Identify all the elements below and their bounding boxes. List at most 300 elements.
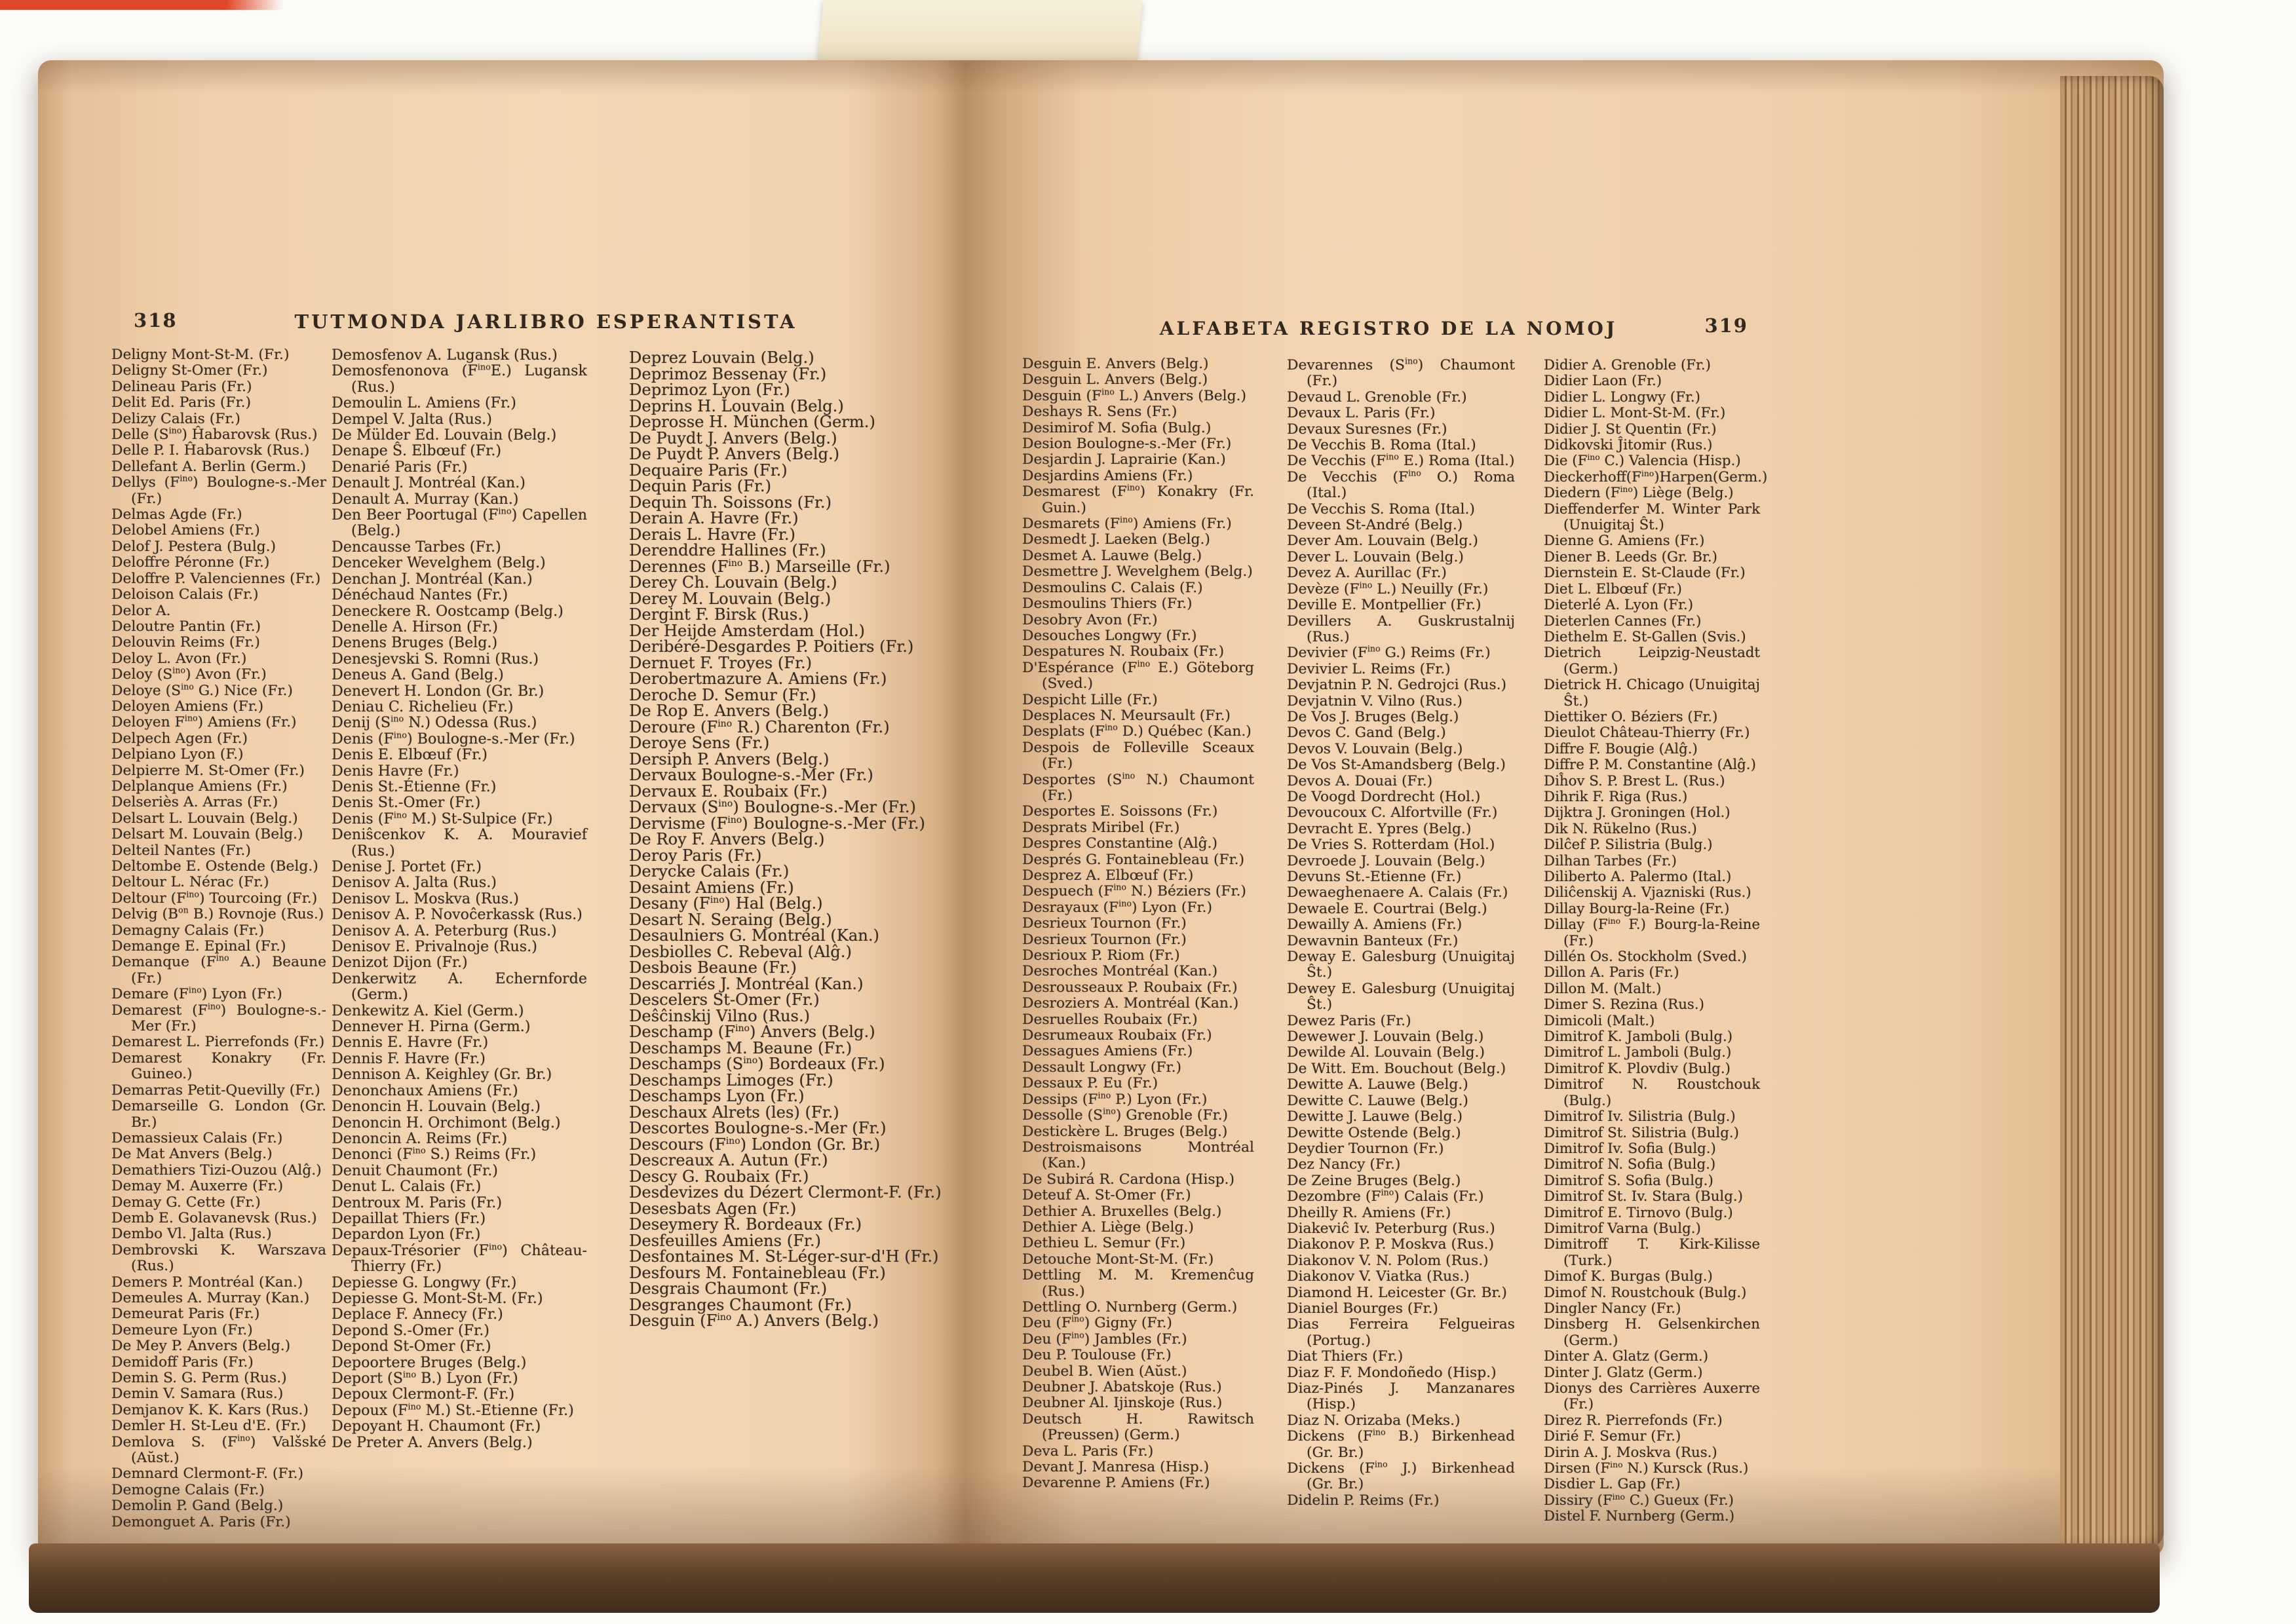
- directory-entry: Didier L. Mont-St-M. (Fr.): [1544, 405, 1726, 422]
- running-head-right: ALFABETA REGISTRO DE LA NOMOJ: [1159, 318, 1618, 339]
- directory-entry: Dias Ferreira Felgueiras (Portug.): [1287, 1316, 1515, 1349]
- running-head-left: TUTMONDA JARLIBRO ESPERANTISTA: [294, 311, 797, 333]
- directory-entry: Dennis F. Havre (Fr.): [332, 1049, 486, 1067]
- directory-entry: Denisov A. Jalta (Rus.): [332, 874, 497, 892]
- directory-entry: Dijktra J. Groningen (Hol.): [1544, 804, 1731, 821]
- directory-entry: Desportes E. Soissons (Fr.): [1022, 803, 1218, 820]
- directory-entry: Denceker Wevelghem (Belg.): [332, 554, 546, 572]
- directory-entry: Diaz F. F. Mondoñedo (Hisp.): [1287, 1364, 1497, 1381]
- directory-entry: Deschamps $(S^{ino})$ Bordeaux (Fr.): [629, 1055, 885, 1073]
- directory-entry: Diet L. Elbœuf (Fr.): [1544, 580, 1682, 597]
- directory-entry: Dianiel Bourges (Fr.): [1287, 1300, 1438, 1317]
- directory-entry: Delpierre M. St-Omer (Fr.): [111, 762, 305, 779]
- directory-entry: Diakonov P. P. Moskva (Rus.): [1287, 1236, 1495, 1253]
- directory-entry: Desany $(F^{ino})$ Hal (Belg.): [629, 894, 823, 913]
- directory-entry: Demolin P. Gand (Belg.): [111, 1498, 284, 1515]
- directory-entry: Denise J. Portet (Fr.): [332, 858, 482, 875]
- directory-entry: Didelin P. Reims (Fr.): [1287, 1492, 1440, 1509]
- directory-entry: Descy G. Roubaix (Fr.): [629, 1167, 809, 1186]
- directory-entry: Dimitrof K. Plovdiv (Bulg.): [1544, 1060, 1731, 1077]
- directory-entry: Desroziers A. Montréal (Kan.): [1022, 995, 1239, 1012]
- directory-entry: Depoortere Bruges (Belg.): [332, 1353, 527, 1371]
- directory-entry: Desprez A. Elbœuf (Fr.): [1022, 867, 1194, 884]
- directory-entry: Dethier A. Bruxelles (Belg.): [1022, 1203, 1222, 1220]
- directory-entry: Dewilde Al. Louvain (Belg.): [1287, 1044, 1485, 1061]
- directory-entry: Denelle A. Hirson (Fr.): [332, 618, 498, 635]
- page-number-right: 319: [1704, 314, 1748, 337]
- directory-entry: Der Heijde Amsterdam (Hol.): [629, 621, 865, 640]
- directory-entry: Dimitrof Iv. Sofia (Bulg.): [1544, 1140, 1716, 1157]
- directory-entry: Dimitrof St. Silistria (Bulg.): [1544, 1124, 1739, 1141]
- directory-entry: Dettling O. Nurnberg (Germ.): [1022, 1298, 1238, 1315]
- directory-entry: Dimitrof E. Tirnovo (Bulg.): [1544, 1204, 1733, 1221]
- directory-entry: Dheilly R. Amiens (Fr.): [1287, 1204, 1451, 1221]
- directory-entry: Dillon A. Paris (Fr.): [1544, 964, 1679, 981]
- directory-entry: Diakonov V. Viatka (Rus.): [1287, 1268, 1470, 1285]
- directory-entry: Desguin E. Anvers (Belg.): [1022, 356, 1209, 372]
- directory-entry: Dencausse Tarbes (Fr.): [332, 538, 501, 556]
- directory-entry: Dinter A. Glatz (Germ.): [1544, 1348, 1709, 1365]
- directory-entry: Demarest Konakry (Fr. Guineo.): [111, 1049, 326, 1083]
- directory-entry: Denuit Chaumont (Fr.): [332, 1161, 498, 1179]
- directory-entry: Diethelm E. St-Gallen (Svis.): [1544, 628, 1746, 645]
- directory-entry: Deniau C. Richelieu (Fr.): [332, 698, 514, 715]
- directory-entry: Diener B. Leeds (Gr. Br.): [1544, 548, 1717, 565]
- directory-entry: Desmet A. Lauwe (Belg.): [1022, 547, 1202, 564]
- directory-entry: Dewewer J. Louvain (Belg.): [1287, 1029, 1484, 1046]
- directory-entry: Delseriès A. Arras (Fr.): [111, 794, 278, 811]
- directory-entry: Deva L. Paris (Fr.): [1022, 1443, 1154, 1460]
- directory-entry: Denoncin H. Louvain (Belg.): [332, 1098, 541, 1116]
- directory-entry: Desmarets $(F^{ino})$ Amiens (Fr.): [1022, 514, 1232, 533]
- directory-entry: Desbiolles C. Rebeval (Alĝ.): [629, 942, 852, 961]
- column-319-1: [1022, 356, 1254, 1492]
- directory-entry: Deu P. Toulouse (Fr.): [1022, 1347, 1172, 1364]
- directory-entry: Deschamps Limoges (Fr.): [629, 1070, 833, 1089]
- directory-entry: Dimitrof L. Jamboli (Bulg.): [1544, 1044, 1732, 1061]
- directory-entry: Dever L. Louvain (Belg.): [1287, 548, 1464, 565]
- directory-entry: Disdier L. Gap (Fr.): [1544, 1476, 1681, 1493]
- directory-entry: Diĥov S. P. Brest L. (Rus.): [1544, 772, 1725, 789]
- directory-entry: Dembo Vl. Jalta (Rus.): [111, 1226, 272, 1243]
- directory-entry: Demanque ($F^{ino}$ A.) Beaune (Fr.): [111, 953, 326, 987]
- book-fore-edge-pages: [2060, 76, 2164, 1549]
- directory-entry: Deu $(F^{ino})$ Jambles (Fr.): [1022, 1330, 1187, 1348]
- directory-entry: Deseymery R. Bordeaux (Fr.): [629, 1215, 862, 1234]
- directory-entry: Denizot Dijon (Fr.): [332, 954, 468, 972]
- directory-entry: Dilĉef P. Silistria (Bulg.): [1544, 837, 1713, 854]
- directory-entry: Dethier A. Liège (Belg.): [1022, 1218, 1194, 1236]
- directory-entry: Diffre P. M. Constantine (Alĝ.): [1544, 757, 1756, 774]
- directory-entry: Deneus A. Gand (Belg.): [332, 666, 504, 684]
- directory-entry: Demeules A. Murray (Kan.): [111, 1289, 310, 1306]
- directory-entry: Deville E. Montpellier (Fr.): [1287, 597, 1482, 614]
- directory-entry: Dimitrof Iv. Silistria (Bulg.): [1544, 1108, 1736, 1125]
- directory-entry: Dessolle $(S^{ino})$ Grenoble (Fr.): [1022, 1106, 1229, 1124]
- directory-entry: Diaz-Pinés J. Manzanares (Hisp.): [1287, 1380, 1515, 1413]
- directory-entry: Dimof N. Roustchouk (Bulg.): [1544, 1284, 1747, 1301]
- directory-entry: Diettiker O. Béziers (Fr.): [1544, 708, 1718, 725]
- directory-entry: Devjatnin P. N. Gedrojci (Rus.): [1287, 677, 1507, 694]
- directory-entry: Deveen St-André (Belg.): [1287, 517, 1463, 534]
- directory-entry: Deloy L. Avon (Fr.): [111, 650, 247, 667]
- directory-entry: Despicht Lille (Fr.): [1022, 691, 1158, 708]
- directory-entry: Dersiph P. Anvers (Belg.): [629, 749, 830, 768]
- directory-entry: Dewitte C. Lauwe (Belg.): [1287, 1092, 1468, 1109]
- directory-entry: Denis $(F^{ino})$ Boulogne-s.-Mer (Fr.): [332, 730, 575, 747]
- directory-entry: Deloy $(S^{ino})$ Avon (Fr.): [111, 665, 267, 683]
- directory-entry: Denevert H. London (Gr. Br.): [332, 682, 545, 700]
- directory-entry: Delle $(S^{ino})$ Ĥabarovsk (Rus.): [111, 425, 318, 444]
- directory-entry: Demb E. Golavanevsk (Rus.): [111, 1209, 317, 1226]
- directory-entry: Dellefant A. Berlin (Germ.): [111, 458, 307, 475]
- directory-entry: Didier J. St Quentin (Fr.): [1544, 421, 1717, 438]
- directory-entry: Delineau Paris (Fr.): [111, 378, 252, 395]
- directory-entry: Dettling M. M. Kremenĉug (Rus.): [1022, 1267, 1254, 1300]
- directory-entry: Dimitrof N. Roustchouk (Bulg.): [1544, 1076, 1760, 1109]
- directory-entry: Dissiry ($F^{ino}$ C.) Gueux (Fr.): [1544, 1492, 1734, 1509]
- directory-entry: Dickens ($F^{ino}$ J.) Birkenhead (Gr. Br.): [1287, 1459, 1515, 1493]
- directory-entry: Desjardin J. Laprairie (Kan.): [1022, 451, 1226, 468]
- directory-entry: Desaulniers G. Montréal (Kan.): [629, 926, 879, 945]
- directory-entry: Denchan J. Montréal (Kan.): [332, 570, 533, 588]
- directory-entry: Deroye Sens (Fr.): [629, 734, 770, 752]
- directory-entry: Dezombre $(F^{ino})$ Calais (Fr.): [1287, 1187, 1484, 1205]
- directory-entry: Dewey E. Galesburg (Unuigitaj Ŝt.): [1287, 980, 1515, 1013]
- directory-entry: Desportes ($S^{ino}$ N.) Chaumont (Fr.): [1022, 770, 1254, 804]
- directory-entry: De Rop E. Anvers (Belg.): [629, 702, 829, 720]
- directory-entry: Devracht E. Ypres (Belg.): [1287, 820, 1472, 837]
- directory-entry: Den Beer Poortugal $(F^{ino})$ Capellen (Belg.): [332, 506, 587, 540]
- directory-entry: Dennever H. Pirna (Germ.): [332, 1018, 531, 1036]
- directory-entry: Dieulot Château-Thierry (Fr.): [1544, 725, 1750, 742]
- directory-entry: Dennison A. Keighley (Gr. Br.): [332, 1066, 552, 1084]
- directory-entry: Devèze ($F^{ino}$ L.) Neuilly (Fr.): [1287, 580, 1489, 597]
- directory-entry: Dénéchaud Nantes (Fr.): [332, 586, 508, 604]
- directory-entry: Deway E. Galesburg (Unuigitaj Ŝt.): [1287, 949, 1515, 981]
- directory-entry: Denkerwitz A. Echernforde (Germ.): [332, 970, 587, 1004]
- directory-entry: Dewavnin Banteux (Fr.): [1287, 932, 1459, 949]
- directory-entry: Desplats ($F^{ino}$ D.) Québec (Kan.): [1022, 723, 1252, 740]
- directory-entry: Devivier L. Reims (Fr.): [1287, 660, 1451, 677]
- directory-entry: Delpiano Lyon (F.): [111, 746, 244, 763]
- directory-entry: Dequin Paris (Fr.): [629, 477, 772, 495]
- column-318-1: [111, 347, 326, 1530]
- directory-entry: Denisov A. A. Peterburg (Rus.): [332, 922, 557, 939]
- directory-entry: Demay M. Auxerre (Fr.): [111, 1178, 284, 1195]
- directory-entry: Dergint F. Birsk (Rus.): [629, 605, 809, 624]
- directory-entry: Devos A. Douai (Fr.): [1287, 772, 1433, 789]
- directory-entry: Desroches Montréal (Kan.): [1022, 963, 1218, 980]
- directory-entry: Deloyen $F^{ino}$) Amiens (Fr.): [111, 713, 297, 731]
- directory-entry: Depond St-Omer (Fr.): [332, 1338, 491, 1355]
- directory-entry: Deubel B. Wien (Aŭst.): [1022, 1363, 1187, 1380]
- directory-entry: Dentroux M. Paris (Fr.): [332, 1194, 502, 1211]
- directory-entry: Dessagues Amiens (Fr.): [1022, 1043, 1193, 1060]
- directory-entry: Dickens ($F^{ino}$ B.) Birkenhead (Gr. Br.): [1287, 1427, 1516, 1461]
- directory-entry: Descarriés J. Montréal (Kan.): [629, 974, 864, 993]
- directory-entry: Didier Laon (Fr.): [1544, 373, 1662, 390]
- directory-entry: Dewitte Ostende (Belg.): [1287, 1124, 1461, 1141]
- directory-entry: Dewailly A. Amiens (Fr.): [1287, 916, 1463, 934]
- directory-entry: Dihrik F. Riga (Rus.): [1544, 788, 1688, 805]
- directory-entry: Dietrick H. Chicago (Unuigitaj Ŝt.): [1544, 677, 1760, 709]
- directory-entry: Diakonov V. N. Polom (Rus.): [1287, 1252, 1489, 1269]
- directory-entry: Deprosse H. München (Germ.): [629, 413, 875, 431]
- directory-entry: Direz R. Pierrefonds (Fr.): [1544, 1412, 1723, 1429]
- directory-entry: Demidoff Paris (Fr.): [111, 1353, 254, 1370]
- directory-entry: Desmedt J. Laeken (Belg.): [1022, 531, 1210, 548]
- directory-entry: Denkewitz A. Kiel (Germ.): [332, 1002, 524, 1019]
- directory-entry: De Vecchis S. Roma (Ital.): [1287, 500, 1475, 518]
- directory-entry: Dirié F. Semur (Fr.): [1544, 1428, 1681, 1445]
- directory-entry: Denisov A. P. Novoĉerkassk (Rus.): [332, 906, 583, 924]
- directory-entry: Desjardins Amiens (Fr.): [1022, 467, 1193, 484]
- directory-entry: Depond S.-Omer (Fr.): [332, 1321, 489, 1339]
- directory-entry: Deribéré-Desgardes P. Poitiers (Fr.): [629, 637, 914, 656]
- directory-entry: Diliĉenskij A. Vjazniski (Rus.): [1544, 884, 1751, 901]
- directory-entry: Dessaux P. Eu (Fr.): [1022, 1075, 1158, 1092]
- directory-entry: Derais L. Havre (Fr.): [629, 525, 795, 544]
- directory-entry: Dez Nancy (Fr.): [1287, 1156, 1401, 1173]
- directory-entry: Deloyen Amiens (Fr.): [111, 698, 264, 715]
- directory-entry: Deligny St-Omer (Fr.): [111, 362, 268, 379]
- directory-entry: De Puydt P. Anvers (Belg.): [629, 445, 840, 463]
- directory-entry: Deltour $(F^{ino})$ Tourcoing (Fr.): [111, 889, 318, 907]
- directory-entry: Demange E. Epinal (Fr.): [111, 938, 286, 955]
- directory-entry: Denesjevski S. Romni (Rus.): [332, 650, 539, 668]
- directory-entry: Dieterlen Cannes (Fr.): [1544, 613, 1702, 630]
- scan-artifact-red-streak: [0, 0, 283, 10]
- directory-entry: Demosfenonova $(F^{ino}E.)$ Lugansk (Rus.): [332, 362, 587, 396]
- directory-entry: Desdevizes du Dézert Clermont-F. (Fr.): [629, 1183, 942, 1201]
- directory-entry: Desfontaines M. St-Léger-sur-d'H (Fr.): [629, 1247, 939, 1266]
- directory-entry: De Vries S. Rotterdam (Hol.): [1287, 837, 1495, 854]
- directory-entry: Delsart L. Louvain (Belg.): [111, 810, 298, 827]
- directory-entry: Desmarest $(F^{ino})$ Konakry (Fr. Guin.): [1022, 482, 1254, 516]
- directory-entry: Demonguet A. Paris (Fr.): [111, 1513, 291, 1530]
- directory-entry: Devant J. Manresa (Hisp.): [1022, 1459, 1210, 1476]
- directory-entry: Desrumeaux Roubaix (Fr.): [1022, 1027, 1212, 1044]
- directory-entry: Delmas Agde (Fr.): [111, 506, 242, 523]
- directory-entry: Denis E. Elbœuf (Fr.): [332, 746, 488, 764]
- directory-entry: Dervaux $(S^{ino})$ Boulogne-s.-Mer (Fr.): [629, 798, 916, 816]
- directory-entry: Devaux Suresnes (Fr.): [1287, 421, 1447, 438]
- directory-entry: De Puydt J. Anvers (Belg.): [629, 428, 837, 447]
- directory-entry: Diedern $(F^{ino})$ Liège (Belg.): [1544, 485, 1734, 502]
- directory-entry: Destickère L. Bruges (Belg.): [1022, 1123, 1228, 1140]
- directory-entry: Desion Boulogne-s.-Mer (Fr.): [1022, 436, 1232, 453]
- directory-entry: Deteuf A. St-Omer (Fr.): [1022, 1187, 1191, 1204]
- directory-entry: Desguin ($F^{ino}$ A.) Anvers (Belg.): [629, 1312, 879, 1330]
- directory-entry: De Vecchis ($F^{ino}$ E.) Roma (Ital.): [1287, 452, 1515, 470]
- directory-entry: De Roy F. Anvers (Belg.): [629, 830, 825, 848]
- directory-entry: Dilhan Tarbes (Fr.): [1544, 852, 1677, 869]
- directory-entry: Denoncin A. Reims (Fr.): [332, 1129, 508, 1147]
- directory-entry: Dequin Th. Soissons (Fr.): [629, 493, 832, 512]
- directory-entry: Desart N. Seraing (Belg.): [629, 910, 832, 929]
- directory-entry: Dimer S. Rezina (Rus.): [1544, 996, 1704, 1013]
- directory-entry: Dembrovski K. Warszava (Rus.): [111, 1241, 326, 1275]
- directory-entry: Desgranges Chaumont (Fr.): [629, 1295, 852, 1314]
- directory-entry: Dinter J. Glatz (Germ.): [1544, 1364, 1703, 1381]
- directory-entry: Dewitte A. Lauwe (Belg.): [1287, 1076, 1468, 1093]
- directory-entry: Denisov L. Moskva (Rus.): [332, 890, 519, 907]
- directory-entry: Descreaux A. Autun (Fr.): [629, 1151, 828, 1169]
- directory-entry: Deport ($S^{ino}$ B.) Lyon (Fr.): [332, 1370, 518, 1387]
- directory-entry: Dimitrof K. Jamboli (Bulg.): [1544, 1029, 1733, 1046]
- directory-entry: Depardon Lyon (Fr.): [332, 1226, 481, 1243]
- directory-entry: Denij ($S^{ino}$ N.) Odessa (Rus.): [332, 714, 537, 732]
- directory-entry: Desfeuilles Amiens (Fr.): [629, 1231, 821, 1250]
- directory-entry: Delof J. Pestera (Bulg.): [111, 538, 277, 555]
- directory-entry: Diaz N. Orizaba (Meks.): [1287, 1412, 1461, 1429]
- directory-entry: Demlova S. $(F^{ino})$ Valšské (Aŭst.): [111, 1433, 327, 1467]
- directory-entry: Dessault Longwy (Fr.): [1022, 1059, 1182, 1076]
- directory-entry: Deubner J. Abatskoje (Rus.): [1022, 1379, 1222, 1395]
- directory-entry: Deydier Tournon (Fr.): [1287, 1140, 1444, 1157]
- directory-entry: Derain A. Havre (Fr.): [629, 509, 799, 527]
- directory-entry: Dieffenderfer M. Winter Park (Unuigitaj Ŝt.): [1544, 500, 1760, 534]
- directory-entry: Desrieux Tournon (Fr.): [1022, 915, 1187, 932]
- directory-entry: De Mat Anvers (Belg.): [111, 1146, 273, 1163]
- directory-entry: Demers P. Montréal (Kan.): [111, 1274, 303, 1291]
- directory-entry: Delouvin Reims (Fr.): [111, 634, 260, 651]
- directory-entry: Dimitrof Varna (Bulg.): [1544, 1220, 1701, 1237]
- directory-entry: Deu $(F^{ino})$ Gigny (Fr.): [1022, 1314, 1172, 1332]
- directory-entry: Deutsch H. Rawitsch (Preussen) (Germ.): [1022, 1410, 1254, 1444]
- directory-entry: De Subirá R. Cardona (Hisp.): [1022, 1171, 1234, 1188]
- directory-entry: Dewez Paris (Fr.): [1287, 1012, 1411, 1029]
- directory-entry: Deloffre P. Valenciennes (Fr.): [111, 570, 321, 587]
- directory-entry: De Preter A. Anvers (Belg.): [332, 1433, 533, 1451]
- directory-entry: Delteil Nantes (Fr.): [111, 842, 251, 859]
- directory-entry: De Vecchis B. Roma (Ital.): [1287, 437, 1476, 454]
- directory-entry: Diffre F. Bougie (Alĝ.): [1544, 740, 1698, 757]
- directory-entry: Desrieux Tournon (Fr.): [1022, 931, 1187, 948]
- directory-entry: Delvig ($B^{on}$ B.) Rovnoje (Rus.): [111, 905, 324, 923]
- directory-entry: Diernstein E. St-Claude (Fr.): [1544, 565, 1746, 582]
- directory-entry: Dionys des Carrières Auxerre (Fr.): [1544, 1380, 1760, 1413]
- directory-entry: Deloison Calais (Fr.): [111, 586, 259, 603]
- directory-entry: Depiesse G. Mont-St-M. (Fr.): [332, 1289, 543, 1307]
- directory-entry: Deroure ($F^{ino}$ R.) Charenton (Fr.): [629, 717, 890, 736]
- directory-entry: De Voogd Dordrecht (Hol.): [1287, 788, 1481, 805]
- directory-entry: Demosfenov A. Lugansk (Rus.): [332, 347, 558, 364]
- directory-entry: Demogne Calais (Fr.): [111, 1481, 265, 1498]
- directory-entry: Denis St.-Omer (Fr.): [332, 794, 481, 812]
- directory-entry: Desprats Miribel (Fr.): [1022, 819, 1180, 836]
- directory-entry: Derobertmazure A. Amiens (Fr.): [629, 670, 887, 688]
- directory-entry: Didkovski Ĵitomir (Rus.): [1544, 437, 1713, 454]
- directory-entry: Demarras Petit-Quevilly (Fr.): [111, 1082, 320, 1099]
- directory-entry: Desmettre J. Wevelghem (Belg.): [1022, 563, 1253, 580]
- directory-entry: Dimicoli (Malt.): [1544, 1012, 1655, 1029]
- directory-entry: Denault J. Montréal (Kan.): [332, 474, 526, 492]
- directory-entry: Dik N. Rükelno (Rus.): [1544, 820, 1697, 837]
- directory-entry: Denarié Paris (Fr.): [332, 458, 468, 476]
- directory-entry: Derey Ch. Louvain (Belg.): [629, 573, 837, 592]
- directory-entry: Denault A. Murray (Kan.): [332, 490, 519, 508]
- directory-entry: Dimof K. Burgas (Bulg.): [1544, 1268, 1713, 1285]
- directory-entry: Diamond H. Leicester (Gr. Br.): [1287, 1284, 1507, 1301]
- directory-entry: Deneckere R. Oostcamp (Belg.): [332, 602, 564, 620]
- directory-entry: Desguin ($F^{ino}$ L.) Anvers (Belg.): [1022, 387, 1246, 404]
- directory-entry: Desrousseaux P. Roubaix (Fr.): [1022, 979, 1238, 996]
- directory-entry: Deroy Paris (Fr.): [629, 846, 762, 865]
- directory-entry: De Witt. Em. Bouchout (Belg.): [1287, 1060, 1506, 1077]
- directory-entry: Dequaire Paris (Fr.): [629, 461, 788, 480]
- directory-entry: $Dieckerhoff(F^{ino})Harpen(Germ.)$: [1544, 468, 1768, 485]
- directory-entry: Demeure Lyon (Fr.): [111, 1321, 253, 1338]
- directory-entry: Delor A.: [111, 602, 171, 619]
- directory-entry: Derenddre Hallines (Fr.): [629, 541, 826, 559]
- directory-entry: Demeurat Paris (Fr.): [111, 1306, 260, 1323]
- directory-entry: Depaux-Trésorier $(F^{ino})$ Château-Thierry (Fr.): [332, 1241, 588, 1275]
- directory-entry: Desrioux P. Riom (Fr.): [1022, 947, 1180, 964]
- directory-entry: Desmoulins C. Calais (F.): [1022, 579, 1203, 596]
- directory-entry: Delplanque Amiens (Fr.): [111, 778, 288, 795]
- directory-entry: De Vos J. Bruges (Belg.): [1287, 708, 1459, 725]
- directory-entry: Dewitte J. Lauwe (Belg.): [1287, 1108, 1463, 1125]
- directory-entry: Deniŝcenkov K. A. Mouravief (Rus.): [332, 826, 587, 859]
- directory-entry: Dervisme $(F^{ino})$ Boulogne-s.-Mer (Fr.): [629, 814, 925, 833]
- directory-entry: Devaud L. Grenoble (Fr.): [1287, 388, 1467, 406]
- directory-entry: Deloffre Péronne (Fr.): [111, 554, 270, 571]
- directory-entry: Devos C. Gand (Belg.): [1287, 725, 1446, 742]
- directory-entry: Dessips ($F^{ino}$ P.) Lyon (Fr.): [1022, 1090, 1208, 1108]
- directory-entry: Derennes ($F^{ino}$ B.) Marseille (Fr.): [629, 557, 890, 576]
- directory-entry: Dimitrof S. Sofia (Bulg.): [1544, 1172, 1713, 1189]
- directory-entry: Derycke Calais (Fr.): [629, 862, 790, 880]
- directory-entry: Depoux Clermont-F. (Fr.): [332, 1386, 515, 1403]
- directory-entry: Desfours M. Fontainebleau (Fr.): [629, 1263, 886, 1282]
- directory-entry: Dieterlé A. Lyon (Fr.): [1544, 597, 1694, 614]
- column-318-3: [629, 350, 976, 1329]
- book-bottom-edge: [29, 1543, 2160, 1613]
- directory-entry: Demay G. Cette (Fr.): [111, 1194, 261, 1211]
- open-book: [38, 60, 2164, 1557]
- directory-entry: Desguin L. Anvers (Belg.): [1022, 371, 1208, 388]
- directory-entry: Dirin A. J. Moskva (Rus.): [1544, 1444, 1717, 1461]
- directory-entry: Devos V. Louvain (Belg.): [1287, 740, 1463, 757]
- directory-entry: Denisov E. Privalnoje (Rus.): [332, 938, 537, 956]
- directory-entry: Diliberto A. Palermo (Ital.): [1544, 869, 1732, 885]
- directory-entry: Deschamp $(F^{ino})$ Anvers (Belg.): [629, 1023, 875, 1041]
- directory-entry: Desobry Avon (Fr.): [1022, 611, 1158, 628]
- directory-entry: Desaint Amiens (Fr.): [629, 878, 794, 897]
- directory-entry: Die ($F^{ino}$ C.) Valencia (Hisp.): [1544, 453, 1741, 470]
- directory-entry: Demjanov K. K. Kars (Rus.): [111, 1401, 309, 1418]
- directory-entry: Depaillat Thiers (Fr.): [332, 1209, 486, 1227]
- directory-entry: Deubner Al. Ijinskoje (Rus.): [1022, 1395, 1223, 1412]
- directory-entry: Denut L. Calais (Fr.): [332, 1178, 482, 1196]
- directory-entry: Devivier ($F^{ino}$ G.) Reims (Fr.): [1287, 644, 1491, 662]
- directory-entry: Dethieu L. Semur (Fr.): [1022, 1235, 1186, 1252]
- directory-entry: Detouche Mont-St-M. (Fr.): [1022, 1251, 1214, 1268]
- directory-entry: Devoucoux C. Alfortville (Fr.): [1287, 804, 1498, 821]
- directory-entry: Despuech ($F^{ino}$ N.) Béziers (Fr.): [1022, 882, 1246, 900]
- directory-entry: Demin V. Samara (Rus.): [111, 1386, 284, 1403]
- directory-entry: Demler H. St-Leu d'E. (Fr.): [111, 1418, 307, 1435]
- directory-entry: Dervaux E. Roubaix (Fr.): [629, 782, 828, 801]
- column-319-3: [1544, 357, 1768, 1525]
- directory-entry: Després G. Fontainebleau (Fr.): [1022, 851, 1245, 868]
- directory-entry: Demagny Calais (Fr.): [111, 922, 265, 939]
- directory-entry: Dellys $(F^{ino})$ Boulogne-s.-Mer (Fr.): [111, 473, 327, 507]
- directory-entry: Devarennes $(S^{ino})$ Chaumont (Fr.): [1287, 356, 1515, 390]
- directory-entry: Denis Havre (Fr.): [332, 762, 459, 780]
